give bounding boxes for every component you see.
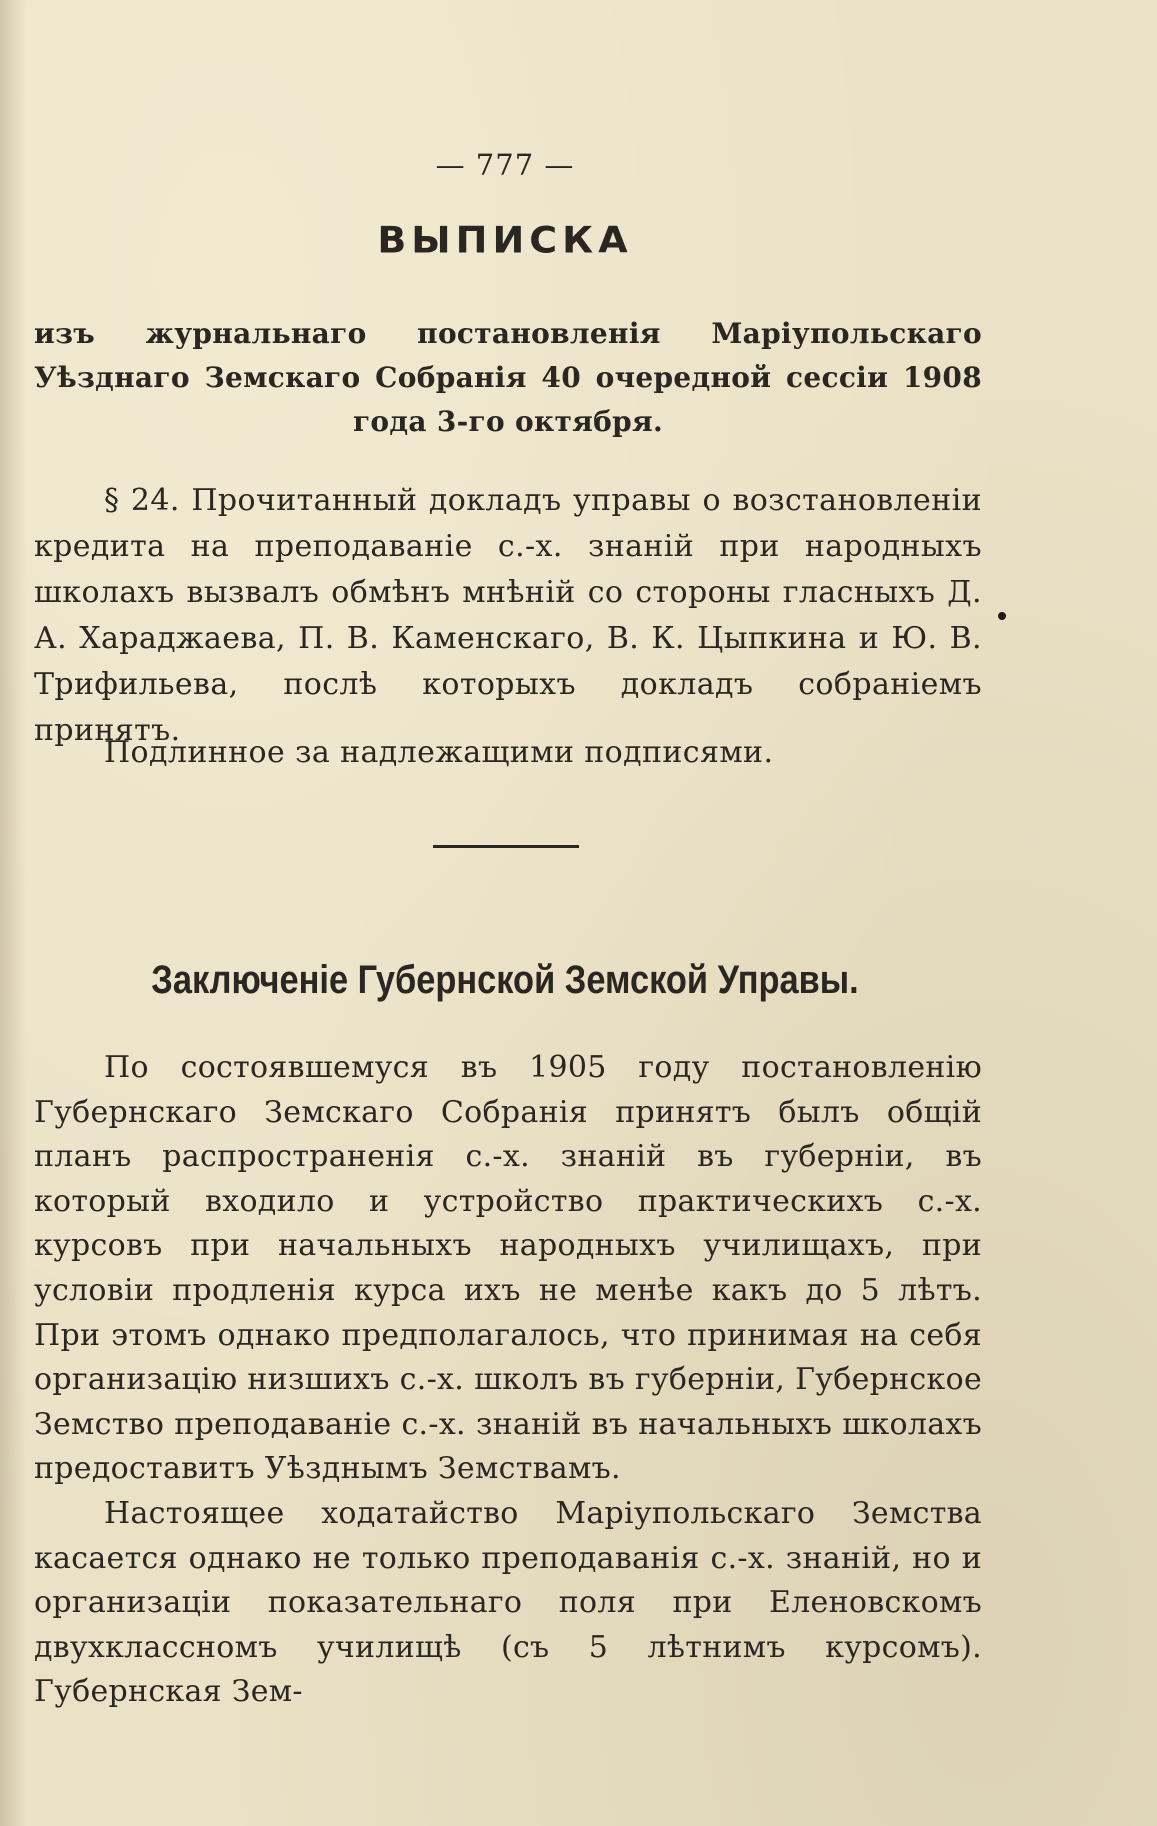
document-subtitle: изъ журнальнаго постановленія Маріупольскаго Уѣзднаго Земскаго Собранія 40 очередной сессіи 1908 года 3-го октября. [34,317,982,438]
body-text [34,1046,982,1715]
body-paragraph-1: По состоявшемуся въ 1905 году постановленію Губернскаго Земскаго Собранія принятъ былъ общій планъ распространенія с.-х. знаній въ губерніи, въ который входило и устройство практическихъ с.-х. курсовъ при начальныхъ народныхъ училищахъ, при условіи продленія курса ихъ не менѣе какъ до 5 лѣтъ. При этомъ однако предполагалось, что принимая на себя организацію низшихъ с.-х. школъ въ губерніи, Губернское Земство преподаваніе с.-х. знаній въ начальныхъ школахъ предоставитъ Уѣзднымъ Земствамъ. [34,1050,982,1487]
document-title: ВЫПИСКА [377,219,633,261]
body-paragraph-2: Настоящее ходатайство Маріупольскаго Земства касается однако не только преподаванія с.-х. знаній, но и организаціи показательнаго поля при Еленовскомъ двухклассномъ училищѣ (съ 5 лѣтнимъ курсомъ). Губернская Зем- [34,1495,982,1710]
section-heading: Заключеніе Губернской Земской Управы. [151,958,859,1002]
page-edge-shadow [0,0,26,1826]
signature-note: Подлинное за надлежащими подписями. [104,735,774,770]
ink-speck [998,612,1006,620]
page-number: — 777 — [435,148,575,182]
section-divider [433,845,579,848]
resolution-paragraph: § 24. Прочитанный докладъ управы о возстановленіи кредита на преподаваніе с.-х. знаній при народныхъ школахъ вызвалъ обмѣнъ мнѣній со стороны гласныхъ Д. А. Хараджаева, П. В. Каменскаго, В. К. Цыпкина и Ю. В. Трифильева, послѣ которыхъ докладъ собраніемъ принятъ. [34,483,982,748]
